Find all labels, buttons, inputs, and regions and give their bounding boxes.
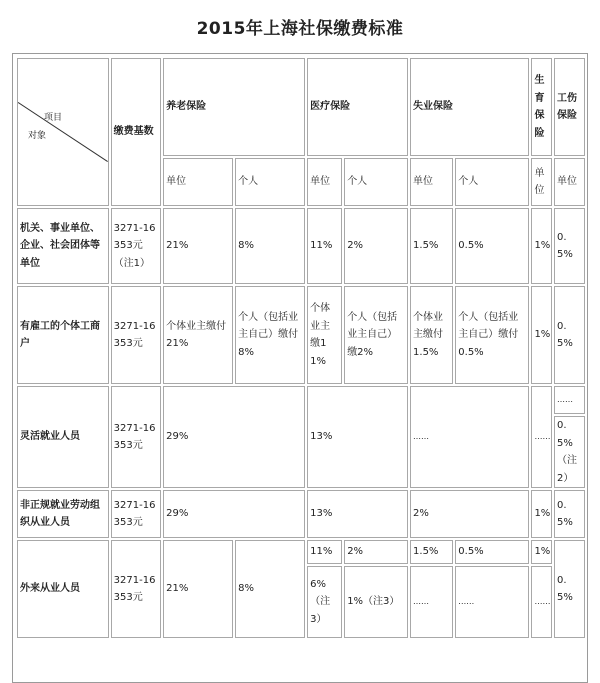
unemployment-personal-cell: 0.5% bbox=[455, 208, 529, 284]
unemployment-cell: …… bbox=[410, 386, 529, 488]
row-label: 机关、事业单位、企业、社会团体等单位 bbox=[17, 208, 109, 284]
pension-unit-cell: 个体业主缴付21% bbox=[163, 286, 233, 384]
unemployment-personal-cell: …… bbox=[455, 566, 529, 638]
pension-cell: 29% bbox=[163, 490, 305, 538]
pension-personal-cell: 8% bbox=[235, 208, 305, 284]
pension-unit-header: 单位 bbox=[163, 158, 233, 206]
maternity-cell: 1% bbox=[531, 540, 552, 564]
unemployment-personal-cell: 0.5% bbox=[455, 540, 529, 564]
maternity-cell: …… bbox=[531, 566, 552, 638]
injury-unit-header: 单位 bbox=[554, 158, 585, 206]
medical-unit-header: 单位 bbox=[307, 158, 342, 206]
medical-personal-note-cell: 1%（注3） bbox=[344, 566, 408, 638]
table-row bbox=[17, 286, 585, 384]
maternity-cell: 1% bbox=[531, 208, 552, 284]
table-row bbox=[17, 490, 585, 538]
pension-personal-cell: 个人（包括业主自己）缴付8% bbox=[235, 286, 305, 384]
maternity-cell: 1% bbox=[531, 490, 552, 538]
unemployment-unit-cell: 1.5% bbox=[410, 540, 453, 564]
maternity-cell: …… bbox=[531, 386, 552, 488]
medical-unit-note-cell: 6%（注3） bbox=[307, 566, 342, 638]
unemployment-personal-cell: 个人（包括业主自己）缴付0.5% bbox=[455, 286, 529, 384]
pension-personal-cell: 8% bbox=[235, 540, 305, 638]
pension-cell: 29% bbox=[163, 386, 305, 488]
medical-personal-cell: 2% bbox=[344, 540, 408, 564]
medical-personal-cell: 2% bbox=[344, 208, 408, 284]
base-cell: 3271-16353元 bbox=[111, 540, 161, 638]
maternity-unit-header: 单位 bbox=[531, 158, 552, 206]
injury-cell: 0.5% bbox=[554, 490, 585, 538]
insurance-rate-table bbox=[15, 56, 587, 640]
pension-unit-cell: 21% bbox=[163, 540, 233, 638]
injury-cell: 0.5% bbox=[554, 208, 585, 284]
pension-header: 养老保险 bbox=[163, 58, 305, 156]
pension-personal-header: 个人 bbox=[235, 158, 305, 206]
row-label: 灵活就业人员 bbox=[17, 386, 109, 488]
base-cell: 3271-16353元 bbox=[111, 490, 161, 538]
medical-unit-cell: 个体业主缴11% bbox=[307, 286, 342, 384]
medical-header: 医疗保险 bbox=[307, 58, 408, 156]
corner-object-label: 对象 bbox=[28, 131, 47, 141]
maternity-header: 生育保险 bbox=[531, 58, 552, 156]
base-cell: 3271-16353元 bbox=[111, 286, 161, 384]
injury-header: 工伤保险 bbox=[554, 58, 585, 156]
injury-cell: 0.5%（注2） bbox=[554, 416, 585, 488]
page-title: 2015年上海社保缴费标准 bbox=[196, 19, 404, 39]
unemployment-header: 失业保险 bbox=[410, 58, 529, 156]
row-label: 非正规就业劳动组织从业人员 bbox=[17, 490, 109, 538]
unemployment-unit-cell: 1.5% bbox=[410, 208, 453, 284]
injury-cell: 0.5% bbox=[554, 286, 585, 384]
medical-cell: 13% bbox=[307, 386, 408, 488]
corner-item-label: 项目 bbox=[44, 113, 63, 123]
base-cell: 3271-16353元 bbox=[111, 386, 161, 488]
table-row bbox=[17, 540, 585, 564]
medical-personal-header: 个人 bbox=[344, 158, 408, 206]
injury-cell: 0.5% bbox=[554, 540, 585, 638]
maternity-cell: 1% bbox=[531, 286, 552, 384]
unemployment-unit-header: 单位 bbox=[410, 158, 453, 206]
medical-unit-cell: 11% bbox=[307, 540, 342, 564]
table-row bbox=[17, 208, 585, 284]
medical-cell: 13% bbox=[307, 490, 408, 538]
unemployment-unit-cell: …… bbox=[410, 566, 453, 638]
base-cell: 3271-16353元（注1） bbox=[111, 208, 161, 284]
unemployment-unit-cell: 个体业主缴付1.5% bbox=[410, 286, 453, 384]
base-header: 缴费基数 bbox=[111, 58, 161, 206]
medical-personal-cell: 个人（包括业主自己）缴2% bbox=[344, 286, 408, 384]
corner-header-cell bbox=[17, 58, 109, 206]
medical-unit-cell: 11% bbox=[307, 208, 342, 284]
row-label: 外来从业人员 bbox=[17, 540, 109, 638]
pension-unit-cell: 21% bbox=[163, 208, 233, 284]
unemployment-personal-header: 个人 bbox=[455, 158, 529, 206]
row-label: 有雇工的个体工商户 bbox=[17, 286, 109, 384]
unemployment-cell: 2% bbox=[410, 490, 529, 538]
table-row bbox=[17, 386, 585, 414]
injury-top-cell: …… bbox=[554, 386, 585, 414]
